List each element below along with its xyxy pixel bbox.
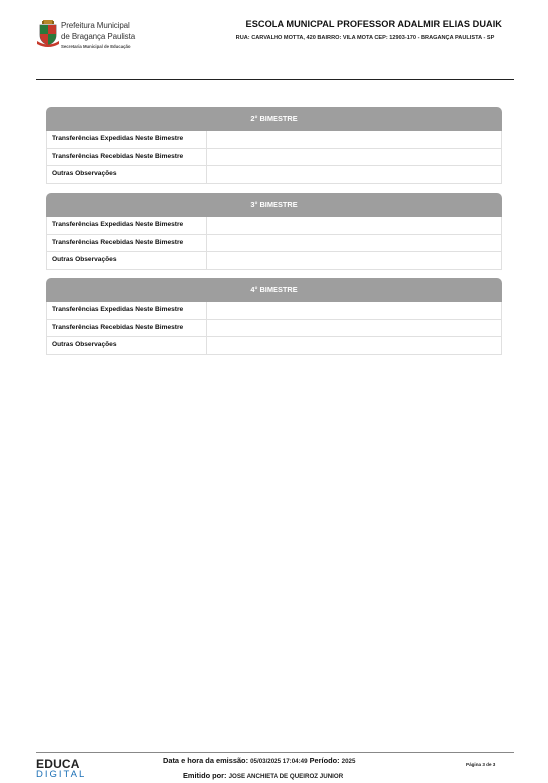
table-row — [46, 302, 502, 320]
table-row — [46, 235, 502, 253]
row-value — [207, 337, 501, 354]
row-label: Transferências Expedidas Neste Bimestre — [47, 131, 207, 148]
logo-text-line2: de Bragança Paulista — [61, 32, 136, 41]
row-label: Outras Observações — [47, 252, 207, 269]
row-label: Transferências Expedidas Neste Bimestre — [47, 217, 207, 234]
row-label: Outras Observações — [47, 166, 207, 183]
logo-text-line1: Prefeitura Municipal — [61, 21, 130, 30]
section-title: 3° BIMESTRE — [46, 193, 502, 217]
table-row — [46, 337, 502, 355]
coat-of-arms-icon — [37, 20, 59, 48]
prefeitura-logo — [36, 18, 156, 58]
row-label: Transferências Expedidas Neste Bimestre — [47, 302, 207, 319]
emitted-value: JOSE ANCHIETA DE QUEIROZ JUNIOR — [228, 773, 344, 780]
row-value — [207, 166, 501, 183]
section-title: 4° BIMESTRE — [46, 278, 502, 302]
emitted-label: Emitido por: — [183, 771, 227, 780]
table-row — [46, 252, 502, 270]
row-value — [207, 217, 501, 234]
school-address: RUA: CARVALHO MOTTA, 420 BAIRRO: VILA MOTA CEP: 12903-170 - BRAGANÇA PAULISTA - SP — [235, 35, 495, 41]
period-label: Período: — [309, 756, 340, 765]
emission-label: Data e hora da emissão: — [163, 756, 249, 765]
section-4-bimestre — [46, 278, 502, 355]
row-value — [207, 235, 501, 252]
emission-value: 05/03/2025 17:04:49 — [250, 758, 308, 765]
row-value — [207, 252, 501, 269]
row-value — [207, 149, 501, 166]
row-value — [207, 131, 501, 148]
row-label: Outras Observações — [47, 337, 207, 354]
row-value — [207, 302, 501, 319]
logo-text-line3: Secretaria Municipal de Educação — [61, 44, 131, 49]
table-row — [46, 217, 502, 235]
page-number: Página 3 de 3 — [466, 762, 496, 767]
row-label: Transferências Recebidas Neste Bimestre — [47, 320, 207, 337]
row-value — [207, 320, 501, 337]
table-row — [46, 166, 502, 184]
period-value: 2025 — [341, 758, 356, 765]
emitted-by-info — [183, 771, 343, 780]
document-header — [36, 18, 514, 80]
section-2-bimestre — [46, 107, 502, 184]
table-row — [46, 149, 502, 167]
row-label: Transferências Recebidas Neste Bimestre — [47, 235, 207, 252]
footer-divider — [36, 752, 514, 753]
school-name: ESCOLA MUNICPAL PROFESSOR ADALMIR ELIAS DUAIK — [245, 19, 502, 29]
table-row — [46, 131, 502, 149]
educa-digital-logo-top: EDUCA — [36, 757, 80, 771]
emission-info — [163, 756, 355, 765]
section-title: 2° BIMESTRE — [46, 107, 502, 131]
section-3-bimestre — [46, 193, 502, 270]
row-label: Transferências Recebidas Neste Bimestre — [47, 149, 207, 166]
table-row — [46, 320, 502, 338]
educa-digital-logo-bottom: DIGITAL — [36, 769, 87, 780]
